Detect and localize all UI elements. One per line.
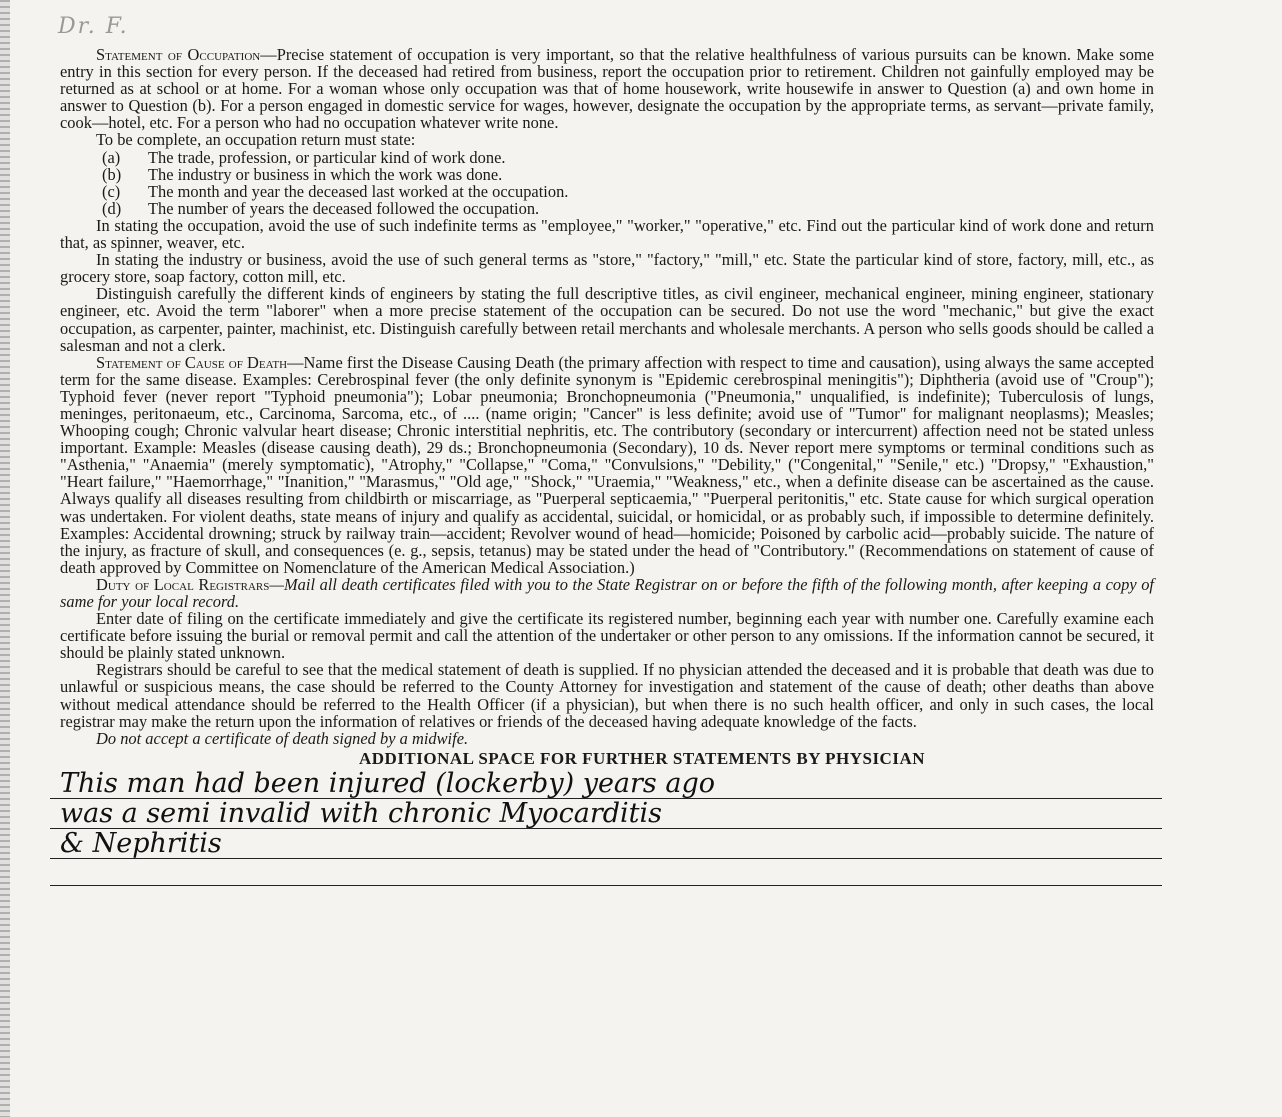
list-item: (c) The month and year the deceased last worked at the occupation. <box>102 181 569 201</box>
handwritten-line: & Nephritis <box>50 829 1162 859</box>
occupation-paragraph: Statement of Occupation—Precise statement of occupation is very important, so that the relative healthfulness of various pursuits can be known. Make some entry in this section for every person. If the deceased had retired from business, report the occupation prior to retirement. Children not gainfully employed may be returned as at school or at home. For a woman whose only occupation was that of home housework, write housewife in answer to Question (a) and own home in answer to Question (b). For a person engaged in domestic service for wages, however, designate the occupation by the appropriate terms, as servant—private family, cook—hotel, etc. For a person who had no occupation whatever write none. <box>60 45 1154 133</box>
midwife-paragraph: Do not accept a certificate of death signed by a midwife. <box>96 728 469 748</box>
list-item: (d) The number of years the deceased followed the occupation. <box>102 198 540 218</box>
occupation-terms-paragraph: In stating the occupation, avoid the use of such indefinite terms as "employee," "worker," "operative," etc. Find out the particular kind of work done and return that, as spinner, weaver, etc. <box>60 215 1154 253</box>
cause-heading: Statement of Cause of Death <box>96 352 288 372</box>
registrars-heading: Duty of Local Registrars <box>96 574 270 594</box>
instructions-text <box>60 46 1154 747</box>
filing-paragraph: Enter date of filing on the certificate immediately and give the certificate its registered number, beginning each year with number one. Carefully examine each certificate before issuing the burial or removal permit and call the attention of the undertaker or other person to any omissions. If the information cannot be secured, it should be plainly stated unknown. <box>60 609 1154 663</box>
occupation-heading: Statement of Occupation <box>96 45 261 64</box>
engineers-paragraph: Distinguish carefully the different kinds of engineers by stating the full descriptive titles, as civil engineer, mechanical engineer, mining engineer, stationary engineer, etc. Avoid the term "laborer" when a more precise statement of the occupation can be secured. Do not use the word "mechanic," but give the exact occupation, as carpenter, painter, machinist, etc. Distinguish carefully between retail merchants and wholesale merchants. A person who sells goods should be called a salesman and not a clerk. <box>60 284 1154 355</box>
blank-line <box>50 859 1162 886</box>
occupation-requirements-list <box>60 149 1154 217</box>
medical-statement-paragraph: Registrars should be careful to see that the medical statement of death is supplied. If no physician attended the deceased and it is probable that death was due to unlawful or suspicious means, the case should be referred to the County Attorney for investigation and statement of the cause of death; other deaths than above without medical attendance should be referred to the Health Officer (if a physician), but when there is no such health officer, and only in such cases, the local registrar may make the return upon the information of relatives or friends of the deceased having adequate knowledge of the facts. <box>60 660 1154 731</box>
handwritten-line: This man had been injured (lockerby) years ago <box>50 769 1162 799</box>
corner-scribble: Dr. F. <box>58 14 129 39</box>
complete-intro: To be complete, an occupation return must state: <box>96 130 416 150</box>
cause-paragraph: Statement of Cause of Death—Name first the Disease Causing Death (the primary affection with respect to time and causation), using always the same accepted term for the same disease. Examples: Cerebrospinal fever (the only definite synonym is "Epidemic cerebrospinal meningitis"); Diphtheria (avoid use of "Croup"); Typhoid fever (never report "Typhoid pneumonia"); Lobar pneumonia; Bronchopneumonia ("Pneumonia," unqualified, is indefinite); Tuberculosis of lungs, meninges, peritonaeum, etc., Carcinoma, Sarcoma, etc., of .... (name origin; "Cancer" is less definite; avoid use of "Tumor" for malignant neoplasms); Measles; Whooping cough; Chronic valvular heart disease; Chronic interstitial nephritis, etc. The contributory (secondary or intercurrent) affection need not be stated unless important. Example: Measles (disease causing death), 29 ds.; Bronchopneumonia (Secondary), 10 ds. Never report mere symptoms or terminal conditions such as "Asthenia," "Anaemia" (merely symptomatic), "Atrophy," "Collapse," "Coma," "Convulsions," "Debility," ("Congenital," "Senile," etc.) "Dropsy," "Exhaustion," "Heart failure," "Haemorrhage," "Inanition," "Marasmus," "Old age," "Shock," "Uraemia," "Weakness," etc., when a definite disease can be ascertained as the cause. Always qualify all diseases resulting from childbirth or miscarriage, as "Puerperal septicaemia," "Puerperal peritonitis," etc. State cause for which surgical operation was undertaken. For violent deaths, state means of injury and qualify as accidental, suicidal, or homicidal, or as probably such, if impossible to determine definitely. Examples: Accidental drowning; struck by railway train—accident; Revolver wound of head—homicide; Poisoned by carbolic acid—probably suicide. The nature of the injury, as fracture of skull, and consequences (e. g., sepsis, tetanus) may be stated under the head of "Contributory." (Recommendations on statement of cause of death approved by Committee on Nomenclature of the American Medical Association.) <box>60 352 1154 577</box>
industry-paragraph: In stating the industry or business, avoid the use of such general terms as "store," "factory," "mill," etc. State the particular kind of store, factory, mill, etc., as grocery store, soap factory, cotton mill, etc. <box>60 250 1154 287</box>
additional-space-heading: ADDITIONAL SPACE FOR FURTHER STATEMENTS BY PHYSICIAN <box>358 748 925 768</box>
handwritten-line: was a semi invalid with chronic Myocarditis <box>50 799 1162 829</box>
binding-edge <box>0 0 10 1117</box>
physician-statement-lines <box>60 769 1154 886</box>
registrars-paragraph: Duty of Local Registrars—Mail all death certificates filed with you to the State Registrar on or before the fifth of the following month, after keeping a copy of same for your local record. <box>60 574 1154 611</box>
list-item: (b) The industry or business in which the work was done. <box>102 164 503 184</box>
list-item: (a) The trade, profession, or particular kind of work done. <box>102 147 506 167</box>
